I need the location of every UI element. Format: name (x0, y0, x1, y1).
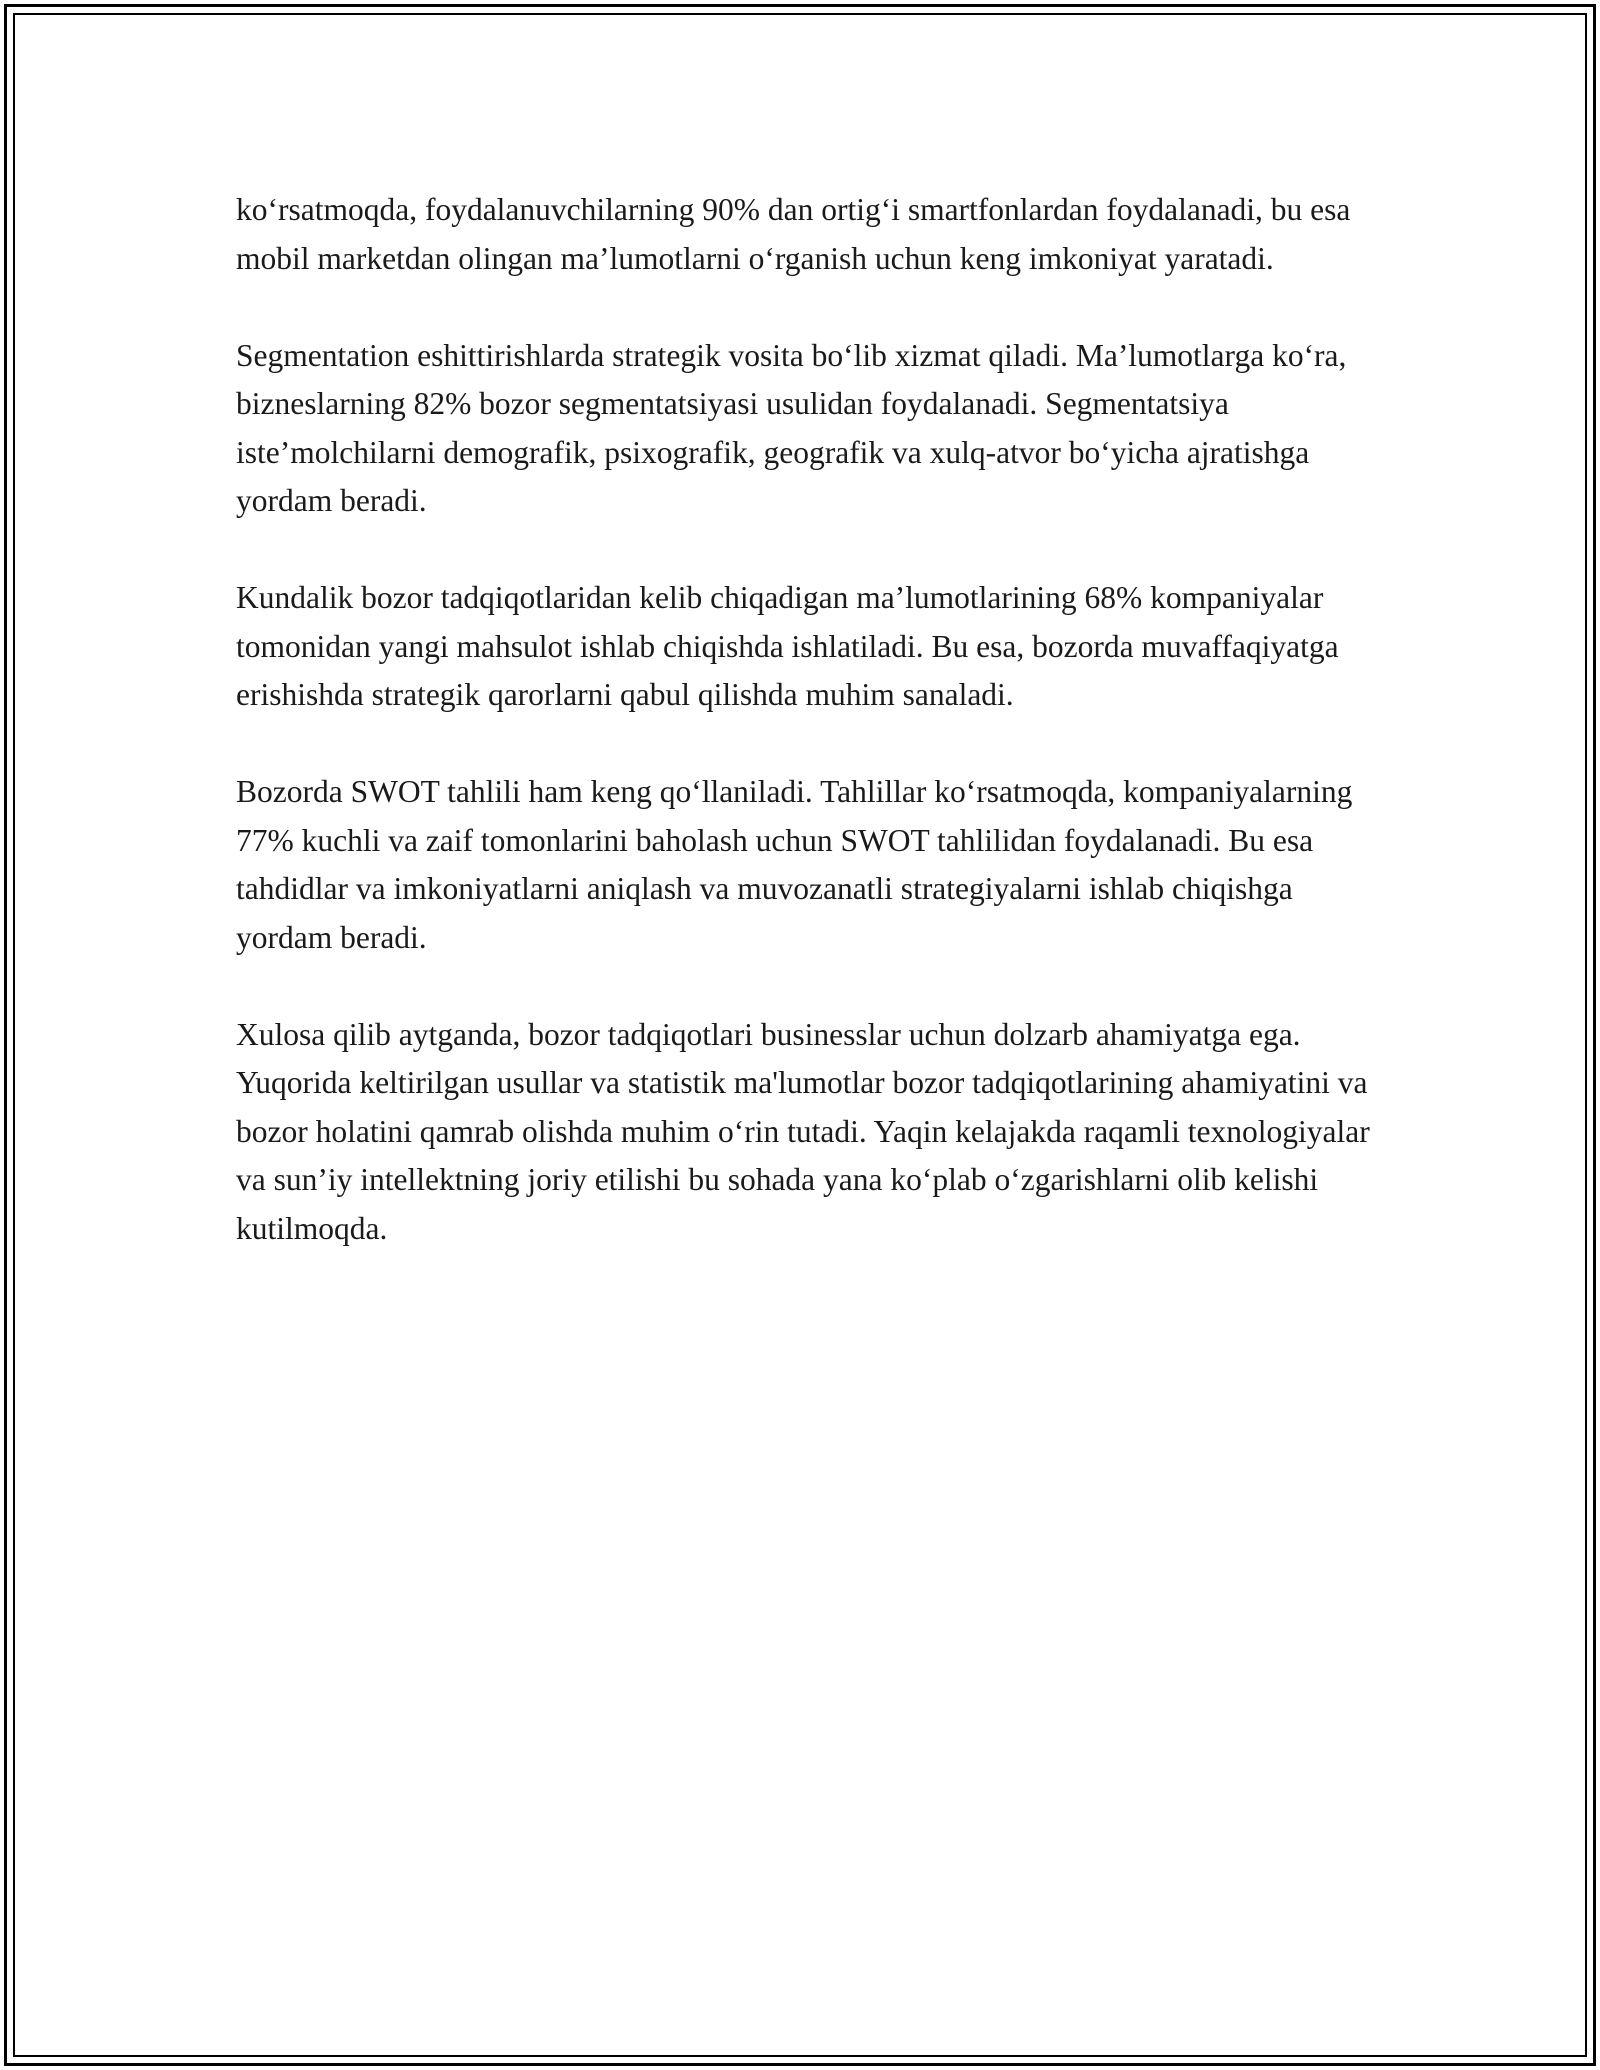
paragraph-conclusion: Xulosa qilib aytganda, bozor tadqiqotlari businesslar uchun dolzarb ahamiyatga ega. Yuqorida keltirilgan usullar va statistik ma'lumotlar bozor tadqiqotlarining ahamiyatini va bozor holatini qamrab olishda muhim o‘rin tutadi. Yaqin kelajakda raqamli texnologiyalar va sun’iy intellektning joriy etilishi bu sohada yana ko‘plab o‘zgarishlarni olib kelishi kutilmoqda. (236, 1016, 1370, 1246)
document-body (236, 186, 1382, 1253)
paragraph-swot-analysis: Bozorda SWOT tahlili ham keng qo‘llaniladi. Tahlillar ko‘rsatmoqda, kompaniyalarning 77% kuchli va zaif tomonlarini baholash uchun SWOT tahlilidan foydalanadi. Bu esa tahdidlar va imkoniyatlarni aniqlash va muvozanatli strategiyalarni ishlab chiqishga yordam beradi. (236, 774, 1353, 955)
paragraph-mobile-market: ko‘rsatmoqda, foydalanuvchilarning 90% dan ortig‘i smartfonlardan foydalanadi, bu esa mobil marketdan olingan ma’lumotlarni o‘rganish uchun keng imkoniyat yaratadi. (236, 192, 1351, 276)
paragraph-daily-research: Kundalik bozor tadqiqotlaridan kelib chiqadigan ma’lumotlarining 68% kompaniyalar tomonidan yangi mahsulot ishlab chiqishda ishlatiladi. Bu esa, bozorda muvaffaqiyatga erishishda strategik qarorlarni qabul qilishda muhim sanaladi. (236, 580, 1339, 712)
paragraph-segmentation: Segmentation eshittirishlarda strategik vosita bo‘lib xizmat qiladi. Ma’lumotlarga ko‘ra, bizneslarning 82% bozor segmentatsiyasi usulidan foydalanadi. Segmentatsiya iste’molchilarni demografik, psixografik, geografik va xulq-atvor bo‘yicha ajratishga yordam beradi. (236, 337, 1347, 518)
